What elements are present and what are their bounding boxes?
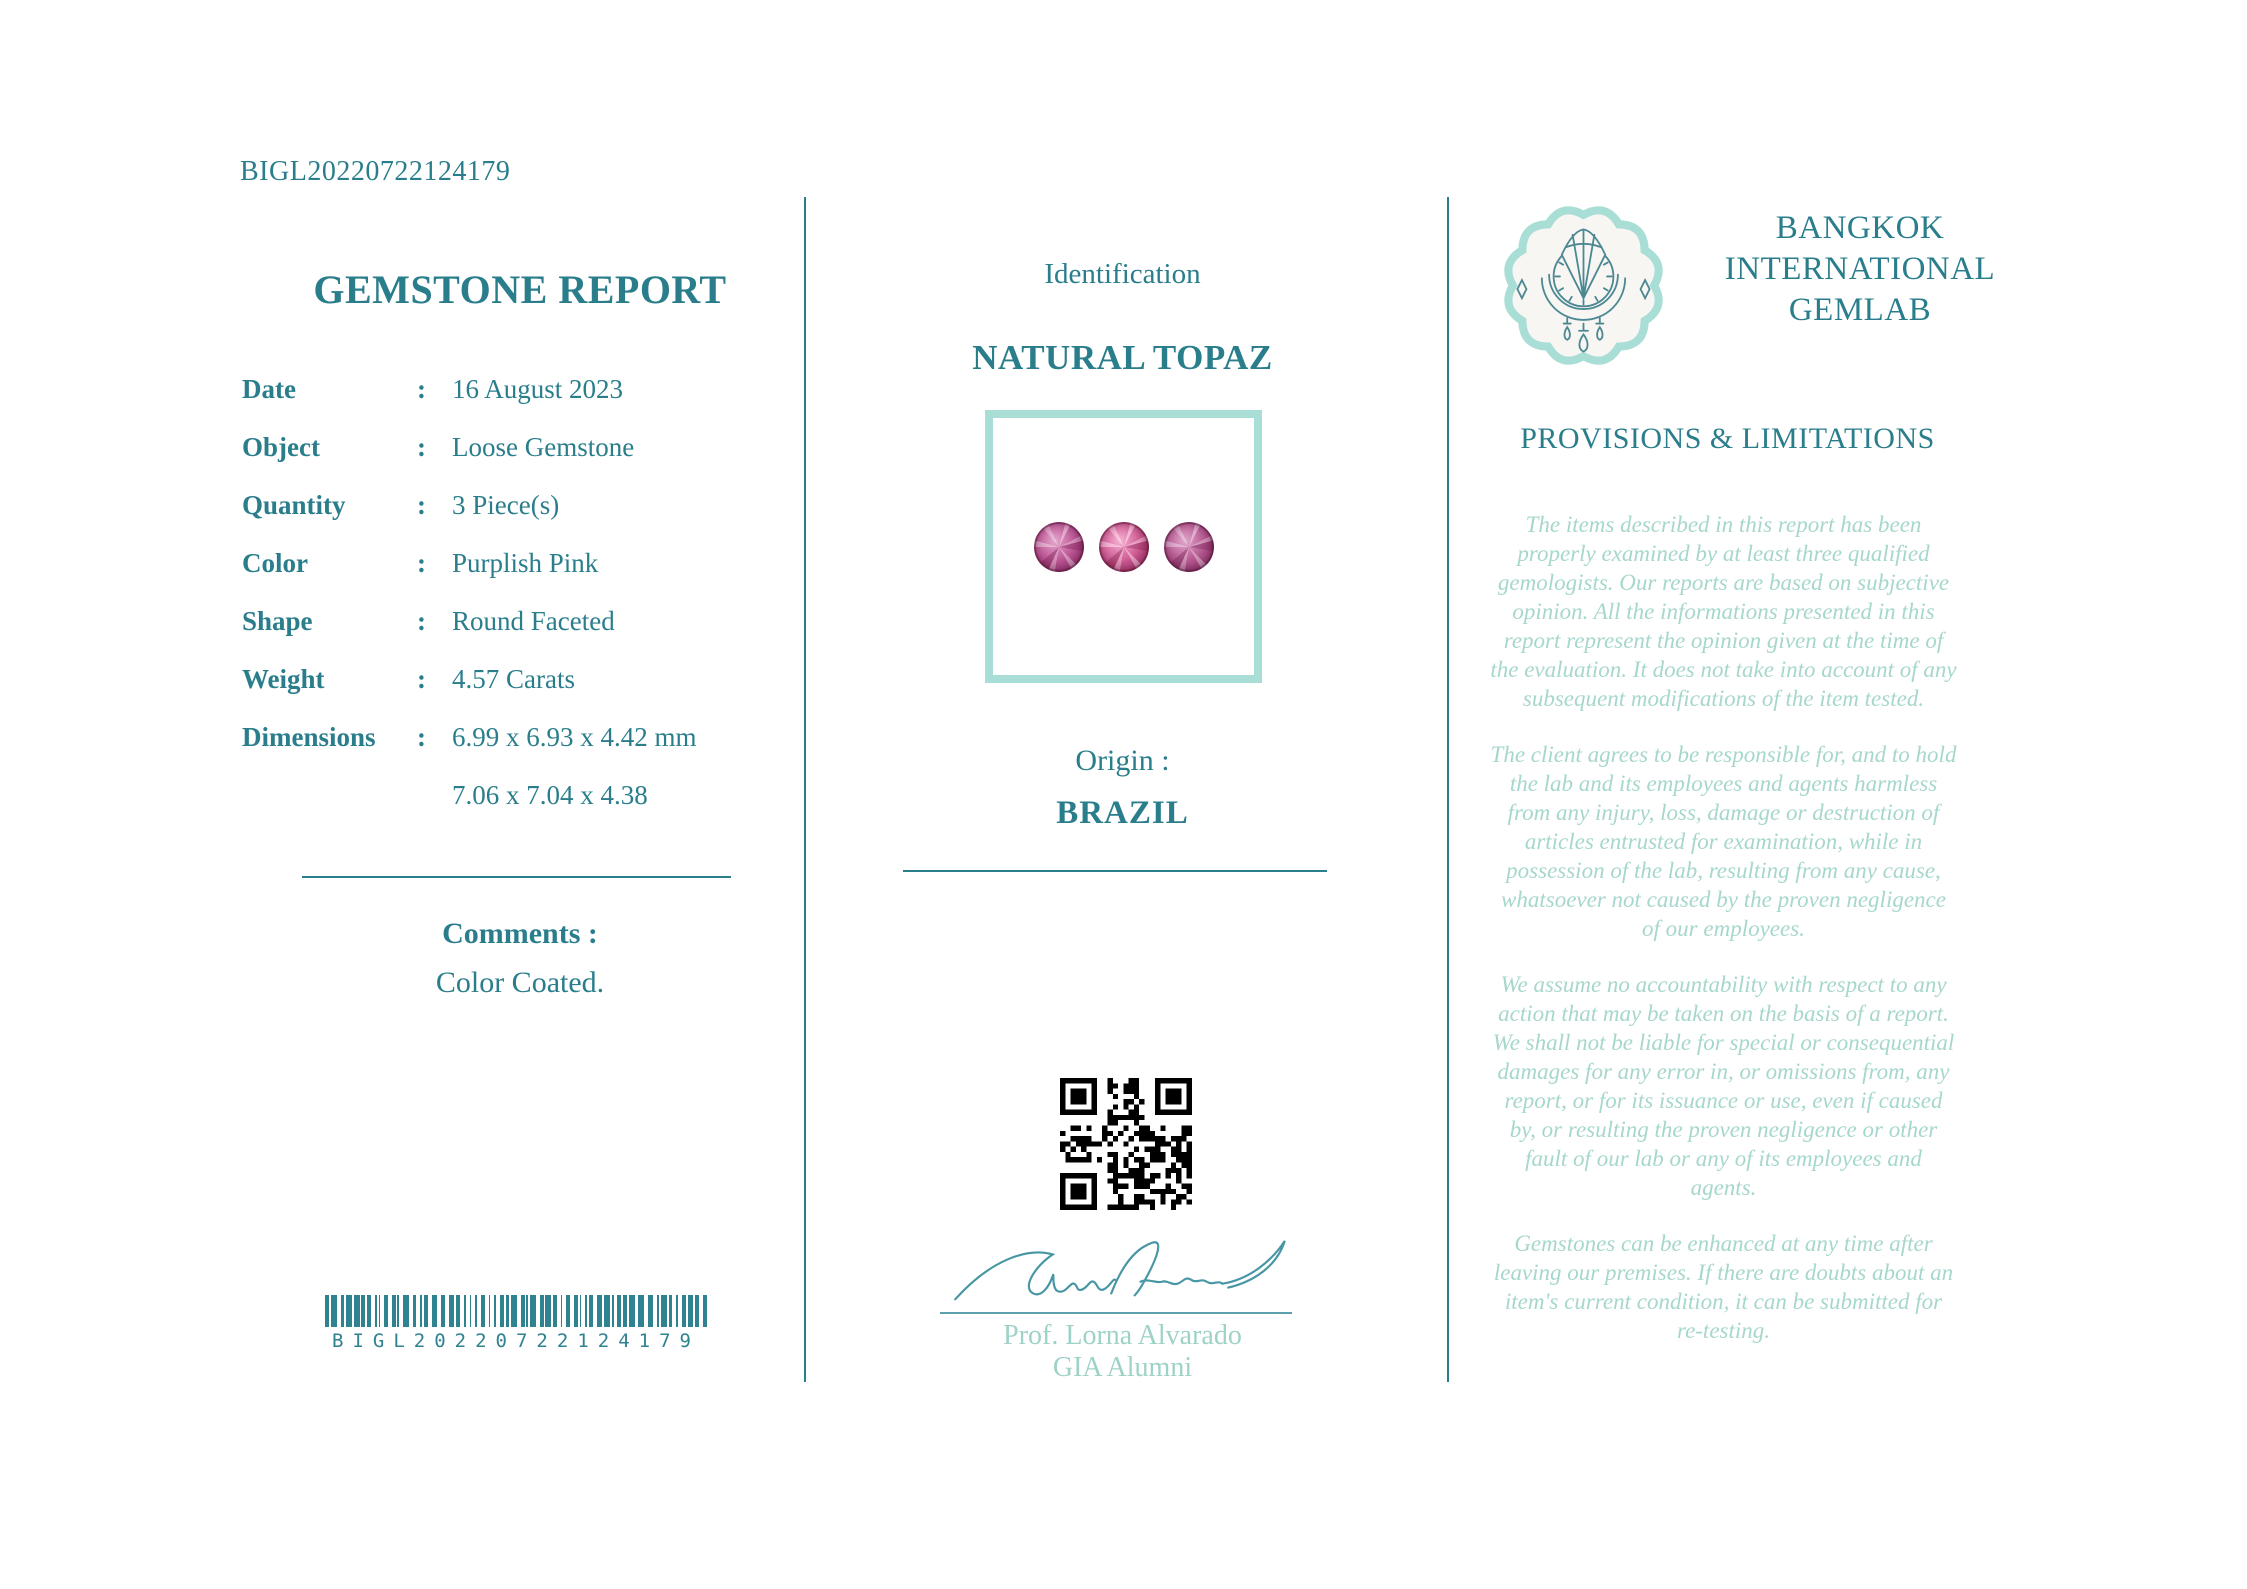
page-title: GEMSTONE REPORT: [313, 267, 727, 312]
provisions-paragraph: The client agrees to be responsible for, and to hold the lab and its employees and agents harmless from any injury, loss, damage or destruction of articles entrusted for examination, while in possession of the lab, resulting from any cause, whatsoever not caused by the proven negligence of our employees.: [1490, 742, 1957, 941]
table-row-object: [242, 418, 798, 476]
field-colon: :: [417, 721, 426, 752]
lab-name-line: GEMLAB: [1788, 292, 1932, 328]
gem-photo: [1164, 522, 1214, 572]
gem-photo: [1034, 522, 1084, 572]
table-row-date: [242, 360, 798, 418]
table-row-dimensions-2: [242, 766, 798, 824]
field-colon: :: [417, 431, 426, 462]
column-divider-right: [1447, 197, 1449, 1382]
identification-value: NATURAL TOPAZ: [972, 338, 1273, 377]
lab-name: [1675, 208, 2045, 331]
field-value: 6.99 x 6.93 x 4.42 mm: [452, 721, 697, 752]
barcode-text: BIGL20220722124179: [332, 1330, 700, 1352]
field-colon: :: [417, 663, 426, 694]
lab-name-line: INTERNATIONAL: [1724, 251, 1996, 287]
column-divider-left: [804, 197, 806, 1382]
table-row-quantity: [242, 476, 798, 534]
table-row-color: [242, 534, 798, 592]
field-label: Dimensions: [242, 721, 376, 752]
lab-name-line: BANGKOK: [1775, 210, 1945, 246]
provisions-paragraph: Gemstones can be enhanced at any time after leaving our premises. If there are doubts about an item's current condition, it can be submitted for re-testing.: [1493, 1231, 1954, 1343]
gem-photo-frame: [985, 410, 1262, 683]
comments-value: Color Coated.: [435, 966, 605, 999]
gem-photo: [1099, 522, 1149, 572]
field-label: Weight: [242, 663, 325, 694]
gem-details-table: [242, 360, 798, 824]
table-row-shape: [242, 592, 798, 650]
field-colon: :: [417, 605, 426, 636]
origin-value: BRAZIL: [1056, 795, 1189, 831]
field-label: Quantity: [242, 489, 346, 520]
field-value: 3 Piece(s): [452, 489, 560, 520]
field-label: Object: [242, 431, 320, 462]
comments-label: Comments :: [442, 917, 598, 950]
identification-heading: Identification: [1044, 258, 1201, 290]
field-value: Purplish Pink: [452, 547, 599, 578]
field-value: 16 August 2023: [452, 373, 624, 404]
field-value: 4.57 Carats: [452, 663, 575, 694]
field-colon: :: [417, 547, 426, 578]
barcode: [322, 1295, 710, 1327]
field-colon: :: [417, 489, 426, 520]
field-label: Shape: [242, 605, 313, 636]
signature-divider: [940, 1312, 1292, 1314]
origin-label: Origin :: [1075, 744, 1170, 777]
provisions-heading: PROVISIONS & LIMITATIONS: [1520, 422, 1935, 455]
field-label: Color: [242, 547, 308, 578]
field-value: Round Faceted: [452, 605, 615, 636]
gemlab-logo-icon: [1502, 204, 1665, 367]
provisions-paragraph: We assume no accountability with respect to any action that may be taken on the basis of a report. We shall not be liable for special or consequential damages for any error in, or omissions from, any report, or for its issuance or use, even if caused by, or resulting the proven negligence or other fault of our lab or any of its employees and agents.: [1492, 972, 1955, 1200]
report-number: BIGL20220722124179: [240, 156, 511, 187]
qr-code: [1060, 1078, 1192, 1210]
field-value: 7.06 x 7.04 x 4.38: [452, 779, 648, 810]
signature: [945, 1233, 1295, 1311]
provisions-text: [1490, 510, 1957, 1372]
provisions-paragraph: The items described in this report has been properly examined by at least three qualified gemologists. Our reports are based on subjective opinion. All the informations presented in this report represent the opinion given at the time of the evaluation. It does not take into account of any subsequent modifications of the item tested.: [1490, 512, 1957, 711]
table-row-weight: [242, 650, 798, 708]
table-row-dimensions: [242, 708, 798, 766]
field-value: Loose Gemstone: [452, 431, 635, 462]
signatory-name: Prof. Lorna Alvarado: [1003, 1320, 1242, 1351]
signatory-credential: GIA Alumni: [1052, 1352, 1193, 1383]
field-label: Date: [242, 373, 296, 404]
comments-divider: [302, 876, 731, 878]
origin-divider: [903, 870, 1327, 872]
field-colon: :: [417, 373, 426, 404]
